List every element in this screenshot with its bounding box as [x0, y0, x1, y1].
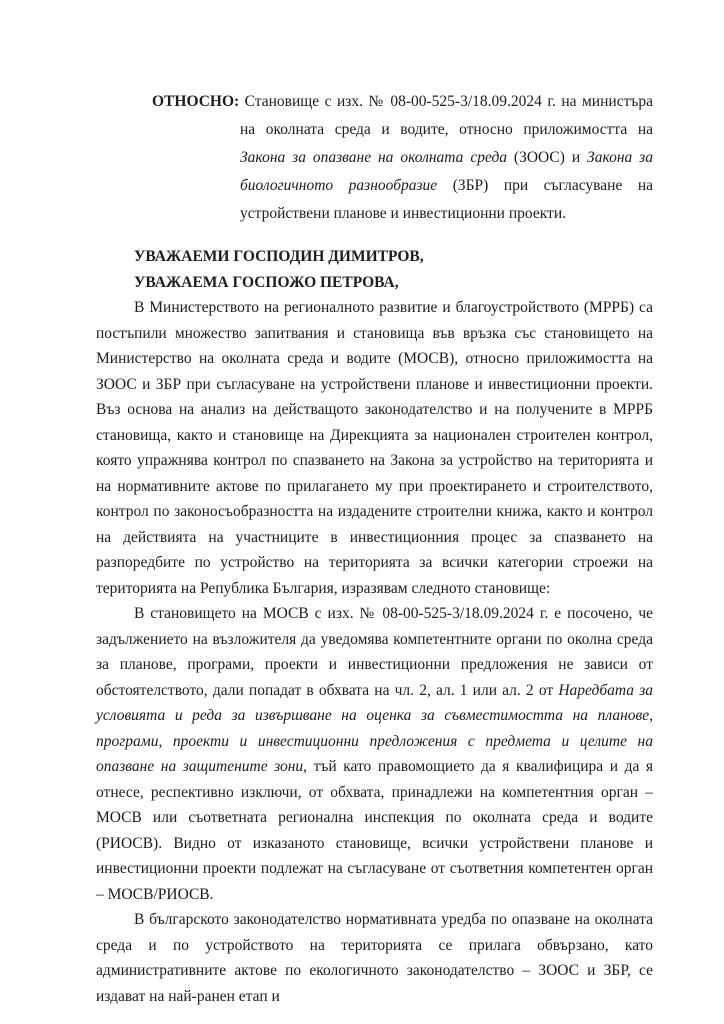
text-run: Становище с изх. № 08-00-525-3/18.09.2024 г. на министъра на околната среда и водите, относно приложимостта на	[240, 93, 653, 138]
greeting-line-2: УВАЖАЕМА ГОСПОЖО ПЕТРОВА,	[134, 273, 399, 291]
text-run: В становището на МОСВ с изх. № 08-00-525-3/18.09.2024 г. е посочено, че задължението на възложителя да уведомява компетентните органи по околна среда за планове, програми, проекти и инвестиционни предложения не зависи от обстоятелството, дали попадат в обхвата на чл. 2, ал. 1 или ал. 2 от	[96, 605, 653, 699]
text-run: В българското законодателство нормативната уредба по опазване на околната среда и по устройството на територията се прилага обвързано, като административните актове по екологичното законодателство – ЗООС и ЗБР, се издават на най-ранен етап и	[96, 911, 653, 1005]
greeting-line-1: УВАЖАЕМИ ГОСПОДИН ДИМИТРОВ,	[134, 248, 424, 265]
subject-label: ОТНОСНО:	[152, 93, 240, 110]
document-body	[96, 295, 653, 1009]
text-run: (ЗООС) и	[507, 149, 588, 166]
text-run: , тъй като правомощието да я квалифицира и да я отнесе, респективно изключи, от обхвата, принадлежи на компетентния орган – МОСВ или съответната регионална инспекция по околната среда и водите (РИОСВ). Видно от изказаното становище, всички устройствени планове и инвестиционни проекти подлежат на съгласуване от съответния компетентен орган – МОСВ/РИОСВ.	[96, 758, 654, 903]
italic-text-run: Закона за биологичното разнообразие	[240, 149, 653, 194]
text-run: (ЗБР) при съгласуване на устройствени планове и инвестиционни проекти.	[240, 177, 654, 222]
subject-text	[240, 93, 653, 222]
italic-text-run: Наредбата за условията и реда за извършване на оценка за съвместимостта на планове, програми, проекти и инвестиционни предложения с предмета и целите на опазване на защитените зони	[96, 681, 653, 775]
body-paragraph	[96, 601, 653, 907]
body-paragraph	[96, 907, 653, 1009]
subject-block	[152, 88, 653, 228]
body-paragraph	[96, 295, 653, 601]
text-run: В Министерството на регионалното развитие и благоустройството (МРРБ) са постъпили множество запитвания и становища във връзка със становището на Министерство на околната среда и водите (МОСВ), относно приложимостта на ЗООС и ЗБР при съгласуване на устройствени планове и инвестиционни проекти. Въз основа на анализ на действащото законодателство и на получените в МРРБ становища, както и становище на Дирекцията за национален строителен контрол, която упражнява контрол по спазването на Закона за устройство на територията и на нормативните актове по прилагането му при проектирането и строителството, контрол по законосъобразността на издадените строителни книжа, както и контрол на действията на участниците в инвестиционния процес за спазването на разпоредбите по устройство на територията за всички категории строежи на територията на Република България, изразявам следното становище:	[96, 299, 653, 597]
italic-text-run: Закона за опазване на околната среда	[240, 149, 508, 166]
